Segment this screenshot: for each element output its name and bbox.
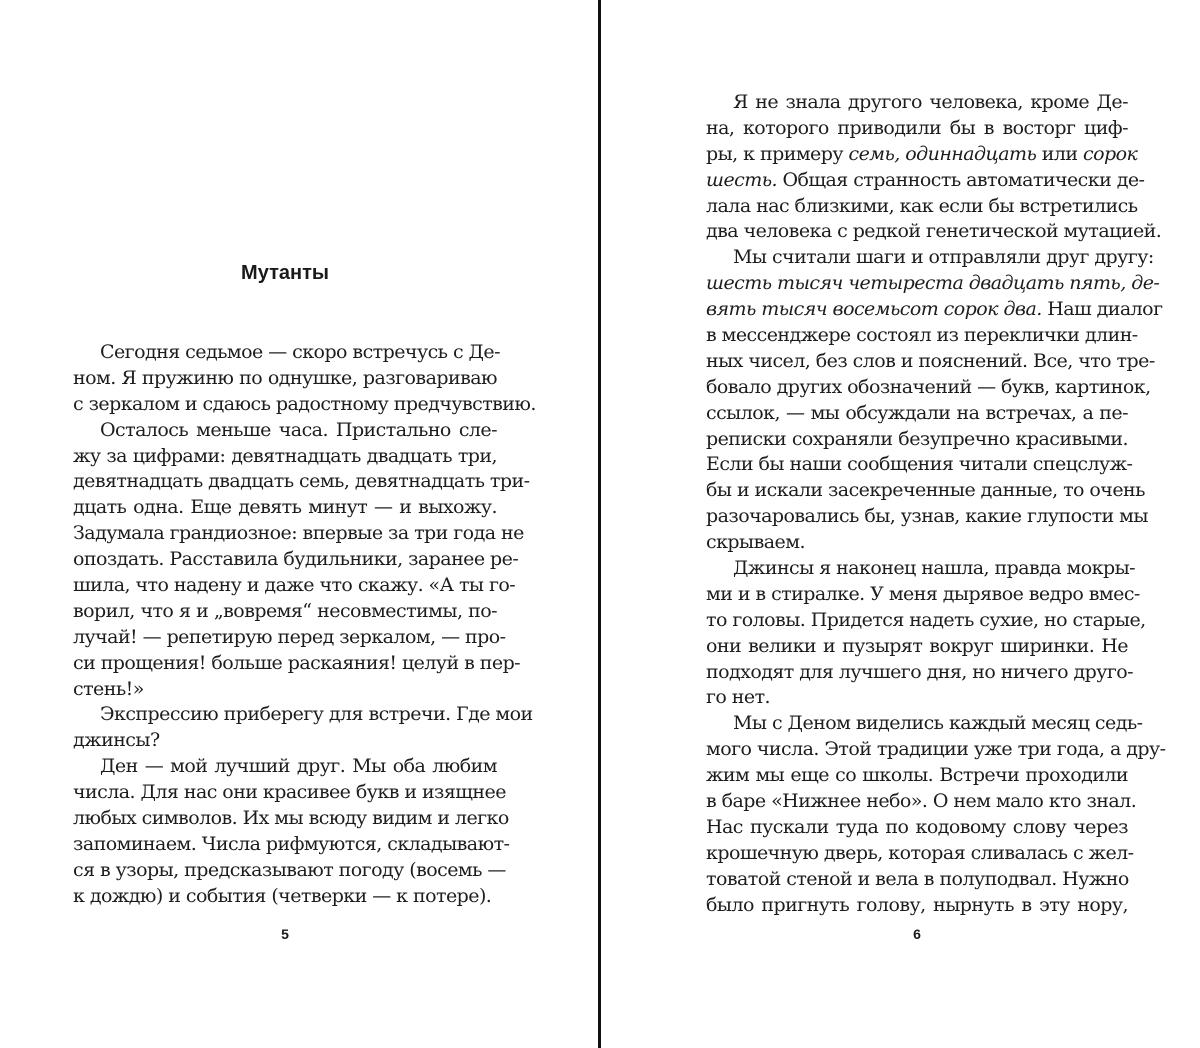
text-line [706, 271, 1160, 297]
text-line: джинсы? [73, 729, 160, 752]
text-line: бы и искали засекреченные данные, то очень [706, 479, 1145, 502]
italic-fragment: шесть. [706, 168, 777, 191]
text-line: то головы. Придется надеть сухие, но старые, [706, 608, 1146, 631]
text-fragment: Общая странность автоматически де- [782, 168, 1145, 191]
text-line: ном. Я пружиню по однушке, разговариваю [73, 366, 497, 389]
text-line: шила, что надену и даже что скажу. «А ты го- [73, 574, 516, 597]
italic-fragment: сорок [1083, 142, 1138, 165]
text-line: в мессенджере состоял из переклички длин- [706, 324, 1138, 347]
text-line: девятнадцать двадцать семь, девятнадцать три- [73, 470, 530, 493]
text-line: опоздать. Расставила будильники, заранее ре- [73, 548, 519, 571]
text-line: жим мы еще со школы. Встречи проходили [706, 764, 1128, 787]
text-fragment: Наш диалог [1047, 298, 1163, 321]
text-line: было пригнуть голову, нырнуть в эту нору, [706, 893, 1128, 916]
text-line: с зеркалом и сдаюсь радостному предчувствию. [73, 392, 536, 415]
text-line: го нет. [706, 686, 771, 709]
text-line: ссылок, — мы обсуждали на встречах, а пе- [706, 401, 1128, 424]
text-line: они велики и пузырят вокруг ширинки. Не [706, 634, 1128, 657]
text-line: запоминаем. Числа рифмуются, складывают- [73, 832, 510, 855]
text-line: мого числа. Этой традиции уже три года, а дру- [706, 738, 1166, 761]
text-fragment: ры, к примеру [706, 142, 843, 165]
text-line: на, которого приводили бы в восторг циф- [706, 116, 1128, 139]
left-page-text [73, 340, 536, 910]
text-line: ворил, что я и „вовремя“ несовместимы, по- [73, 599, 497, 622]
text-line: Осталось меньше часа. Пристально сле- [100, 418, 497, 441]
text-line: Задумала грандиозное: впервые за три года не [73, 522, 524, 545]
text-line: си прощения! больше раскаяния! целуй в пер- [73, 651, 521, 674]
text-line [706, 142, 1138, 168]
left-page [73, 0, 536, 1048]
text-line: ми и в стиралке. У меня дырявое ведро вмес- [706, 582, 1140, 605]
text-line: Сегодня седьмое — скоро встречусь с Де- [100, 341, 500, 363]
text-line: Мы считали шаги и отправляли друг другу: [733, 246, 1154, 269]
chapter-title: Мутанты [241, 262, 329, 284]
page-number: 5 [281, 926, 289, 942]
spine-divider [598, 0, 601, 1048]
text-line: скрываем. [706, 531, 805, 554]
italic-fragment: шесть тысяч четыреста двадцать пять, де- [706, 272, 1160, 295]
text-line: бовало других обозначений — букв, картинок, [706, 375, 1151, 398]
text-line: разочаровались бы, узнав, какие глупости мы [706, 505, 1148, 528]
text-line: к дождю) и события (четверки — к потере). [73, 884, 492, 907]
text-line: дцать одна. Еще девять минут — и выхожу. [73, 496, 497, 519]
text-line: Я не знала другого человека, кроме Де- [733, 91, 1128, 113]
text-line: ных чисел, без слов и пояснений. Все, что тре- [706, 349, 1155, 372]
text-line: Если бы наши сообщения читали спецслуж- [706, 453, 1133, 476]
text-line: товатой стеной и вела в полуподвал. Нужно [706, 867, 1129, 890]
text-line: два человека с редкой генетической мутацией. [706, 220, 1162, 243]
text-line: подходят для лучшего дня, но ничего друго- [706, 660, 1134, 683]
right-page-text [706, 90, 1166, 919]
text-line: реписки сохраняли безупречно красивыми. [706, 427, 1128, 450]
text-line: любых символов. Их мы всюду видим и легко [73, 807, 509, 830]
text-line: числа. Для нас они красивее букв и изящнее [73, 781, 506, 804]
text-line: в баре «Нижнее небо». О нем мало кто знал. [706, 790, 1137, 813]
text-line: лучай! — репетирую перед зеркалом, — про- [73, 625, 506, 648]
text-line: крошечную дверь, которая сливалась с жел- [706, 841, 1134, 864]
italic-fragment: вять тысяч восемьсот сорок два. [706, 298, 1042, 321]
text-line: стень!» [73, 677, 144, 700]
text-line: лала нас близкими, как если бы встретились [706, 194, 1138, 217]
text-line: Джинсы я наконец нашла, правда мокры- [733, 557, 1136, 580]
text-line: Мы с Деном виделись каждый месяц седь- [733, 712, 1143, 735]
page-number: 6 [913, 926, 921, 942]
right-page [706, 0, 1166, 1048]
text-line: Нас пускали туда по кодовому слову через [706, 815, 1128, 838]
text-line: Экспрессию приберегу для встречи. Где мои [100, 703, 533, 726]
italic-fragment: семь, одиннадцать [848, 142, 1037, 165]
text-line: жу за цифрами: девятнадцать двадцать три, [73, 444, 497, 467]
text-fragment: или [1041, 142, 1078, 165]
text-line [706, 297, 1163, 323]
text-line [706, 168, 1145, 194]
text-line: Ден — мой лучший друг. Мы оба любим [100, 755, 497, 778]
text-line: ся в узоры, предсказывают погоду (восемь — [73, 858, 506, 881]
